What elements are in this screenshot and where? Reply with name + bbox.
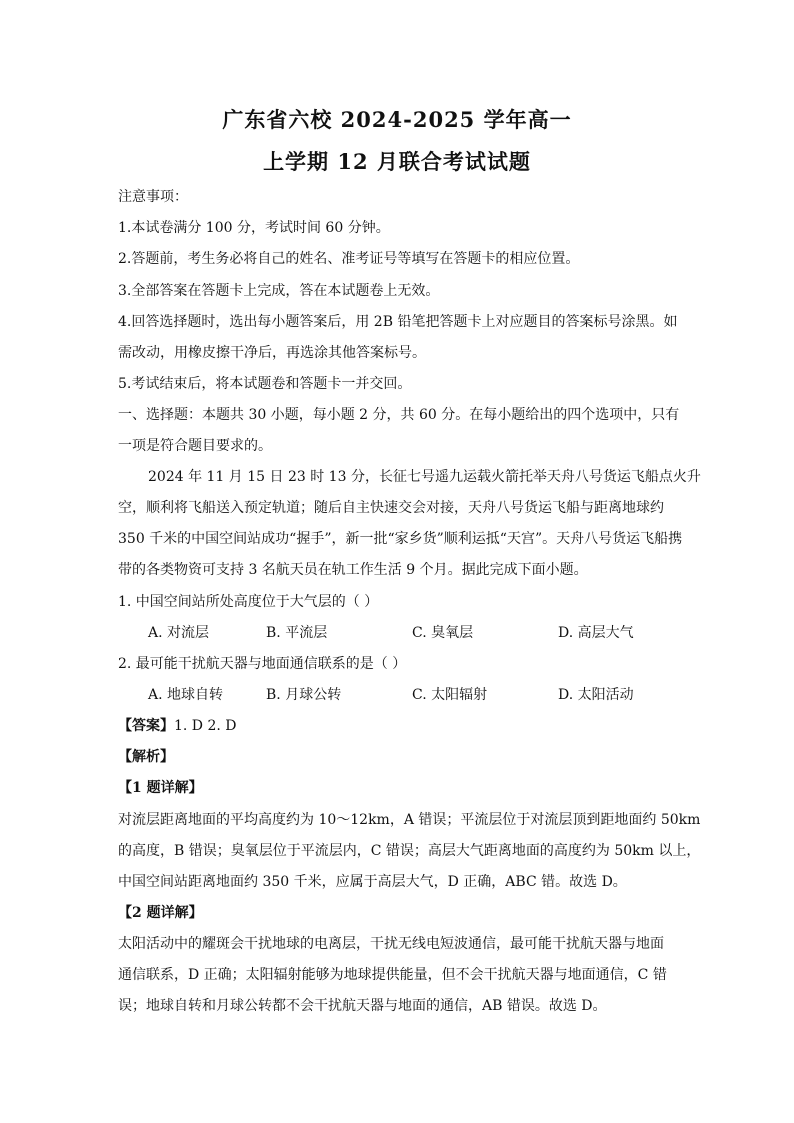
question-1-option-c: C. 臭氧层 [412, 625, 474, 641]
q2-detail-line: 误；地球自转和月球公转都不会干扰航天器与地面的通信，AB 错误。故选 D。 [118, 998, 607, 1014]
analysis-label: 【解析】 [118, 749, 174, 765]
note-item: 需改动，用橡皮擦干净后，再选涂其他答案标号。 [118, 345, 426, 361]
note-item: 3.全部答案在答题卡上完成，答在本试题卷上无效。 [118, 283, 440, 299]
q1-detail-heading: 【1 题详解】 [118, 780, 203, 796]
question-2-option-c: C. 太阳辐射 [412, 687, 488, 703]
question-2-option-b: B. 月球公转 [266, 687, 342, 703]
passage-line: 空，顺利将飞船送入预定轨道；随后自主快速交会对接，天舟八号货运飞船与距离地球约 [118, 500, 664, 516]
question-1-option-b: B. 平流层 [266, 625, 328, 641]
question-1-option-d: D. 高层大气 [558, 625, 634, 641]
section-instruction: 一、选择题：本题共 30 小题，每小题 2 分，共 60 分。在每小题给出的四个选项中，只有 [118, 407, 680, 423]
page-title-line1: 广东省六校 2024-2025 学年高一 [222, 107, 572, 132]
note-item: 5.考试结束后，将本试题卷和答题卡一并交回。 [118, 376, 412, 392]
passage-line: 2024 年 11 月 15 日 23 时 13 分，长征七号遥九运载火箭托举天舟八号货运飞船点火升 [148, 469, 701, 485]
page-title-line2: 上学期 12 月联合考试试题 [263, 149, 531, 174]
answer-row [118, 716, 688, 736]
q2-detail-heading: 【2 题详解】 [118, 905, 203, 921]
q2-detail-line: 通信联系，D 正确；太阳辐射能够为地球提供能量，但不会干扰航天器与地面通信，C 错 [118, 967, 667, 983]
note-item: 2.答题前，考生务必将自己的姓名、准考证号等填写在答题卡的相应位置。 [118, 251, 580, 267]
note-item: 4.回答选择题时，选出每小题答案后，用 2B 铅笔把答题卡上对应题目的答案标号涂黑。如 [118, 314, 678, 330]
q1-detail-line: 对流层距离地面的平均高度约为 10～12km，A 错误；平流层位于对流层顶到距地面约 50km [118, 812, 701, 828]
question-2-option-d: D. 太阳活动 [558, 687, 634, 703]
question-1-stem: 1. 中国空间站所处高度位于大气层的（ ） [118, 594, 379, 610]
q2-detail-line: 太阳活动中的耀斑会干扰地球的电离层，干扰无线电短波通信，最可能干扰航天器与地面 [118, 936, 664, 952]
q1-detail-line: 中国空间站距离地面约 350 千米，应属于高层大气，D 正确，ABC 错。故选 D。 [118, 874, 627, 890]
passage-line: 带的各类物资可支持 3 名航天员在轨工作生活 9 个月。据此完成下面小题。 [118, 562, 588, 578]
passage-line: 350 千米的中国空间站成功“握手”，新一批“家乡货”顺利运抵“天宫”。天舟八号货运飞船携 [118, 531, 683, 547]
note-item: 1.本试卷满分 100 分，考试时间 60 分钟。 [118, 220, 390, 236]
question-2-option-a: A. 地球自转 [148, 687, 224, 703]
section-instruction-cont: 一项是符合题目要求的。 [118, 438, 272, 454]
q1-detail-line: 的高度，B 错误；臭氧层位于平流层内，C 错误；高层大气距离地面的高度约为 50km 以上， [118, 843, 701, 859]
notes-heading: 注意事项： [118, 189, 188, 205]
question-1-option-a: A. 对流层 [148, 625, 210, 641]
question-2-stem: 2. 最可能干扰航天器与地面通信联系的是（ ） [118, 656, 407, 672]
answer-label: 【答案】 [118, 718, 174, 734]
answer-text: 1. D 2. D [174, 718, 237, 734]
